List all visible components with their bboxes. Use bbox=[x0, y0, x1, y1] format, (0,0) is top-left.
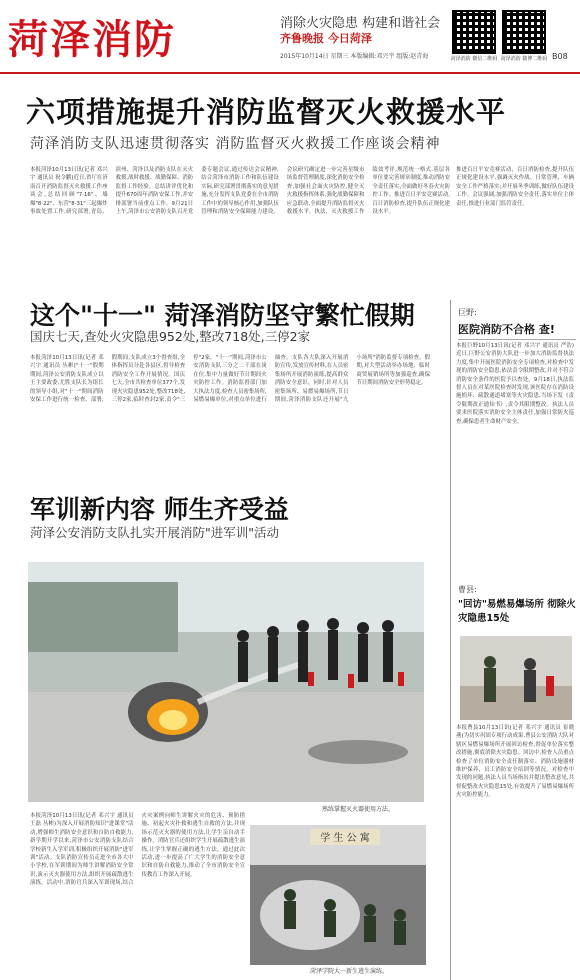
qr-caption-weibo: 菏泽消防 微博二维码 bbox=[500, 56, 548, 62]
article3-headline: 军训新内容 师生齐受益 bbox=[30, 495, 289, 524]
issue-info: 2015年10月14日 星期三 本版编辑:邓兴宇 组版:赵青海 bbox=[280, 53, 429, 60]
sidebar-inspection-photo bbox=[460, 636, 572, 720]
fire-extinguisher-training-photo bbox=[28, 562, 424, 802]
photo-caption: 熟练掌握灭火器使用方法。 bbox=[322, 806, 395, 813]
newspaper-logo: 齐鲁晚报 今日菏泽 bbox=[280, 32, 372, 45]
weibo-qr-code bbox=[502, 10, 546, 54]
dormitory-sign: 学 生 公 寓 bbox=[320, 833, 370, 844]
evacuation-drill-photo bbox=[250, 825, 426, 965]
article3-body bbox=[30, 812, 245, 977]
photo2-caption: 菏泽学院大一新生逃生演练。 bbox=[310, 968, 389, 975]
article1-body bbox=[30, 166, 450, 280]
article2-headline: 这个"十一" 菏泽消防坚守繁忙假期 bbox=[30, 301, 415, 330]
article1-subhead: 菏泽消防支队迅速贯彻落实 消防监督灭火救援工作座谈会精神 bbox=[30, 136, 441, 152]
column-divider bbox=[450, 300, 451, 980]
masthead-slogan: 消除火灾隐患 构建和谐社会 bbox=[280, 16, 441, 31]
qr-caption-wechat: 菏泽消防 微信二维码 bbox=[450, 56, 498, 62]
sidebar-headline-revisit: "回访"易燃易爆场所 彻除火灾隐患15处 bbox=[458, 599, 576, 624]
masthead bbox=[0, 0, 580, 74]
sidebar-top-text: 推进百日平安竞赛活动、百日消防检查,提升队伍正规化建设水平,强调灭火作战、日常管理、车辆安全工作严格落实;并开展冬季训练,做好队伍建设工作。会议强调,加强消防安全责任,落实单位主体责任,推进行业部门监管责任。 bbox=[456, 167, 574, 207]
sidebar-headline-hospital: 医院消防不合格 查! bbox=[458, 321, 576, 340]
article1-headline: 六项措施提升消防监督灭火救援水平 bbox=[26, 95, 507, 129]
sidebar-body-hospital: 本报巨野10月13日讯(记者 邓兴宇 通讯员 严浩)近日,巨野公安消防大队进一步加大消防监督执法力度,集中开展医院消防安全专项检查,对检查中发现的消防安全隐患,依法责令限期整改,并对不符合消防安全条件的医院予以查处。9月18日,执法监督人员在对某医院检查时发现,该医院存在消防设施损坏、疏散通道堵塞等火灾隐患,当场下发《责令限期改正通知书》,责令其限期整改。执法人员要求医院落实消防安全主体责任,加强日常防火巡查,确保患者生命财产安全。 bbox=[456, 343, 574, 425]
sidebar-kicker-caoxian: 曹县: bbox=[458, 585, 477, 594]
article3-text: 本报菏泽10月13日讯(记者 邓兴宇 通讯员 王磊 丛彬)为深入开展消防知识"进课堂"活动,增强师生消防安全意识和自防自救能力,新学期开学以来,菏泽市公安消防支队结合学校新生入学军训,积极组织开展消防"进军训"活动。支队消防宣传员走进全市各大中小学校,在军训期间为师生讲解消防安全常识,演示灭火器使用方法,组织开展疏散逃生演练。活动中,消防官兵深入军训现场,结合火灾案例向师生讲解火灾的危害、预防措施、初起火灾扑救和逃生自救的方法,并现场示范灭火器的使用方法,让学生亲自动手操作。消防官兵还组织学生开展疏散逃生演练,让学生掌握正确的逃生方法。通过此次活动,进一步提高了广大学生的消防安全意识和自防自救能力,推动了全市消防安全宣传教育工作深入开展。 bbox=[30, 813, 245, 887]
wechat-qr-code bbox=[452, 10, 496, 54]
article2-body bbox=[30, 354, 430, 490]
sidebar-kicker-juye: 巨野: bbox=[458, 308, 477, 317]
sidebar-body-revisit: 本报曹县10月13日讯(记者 邓兴宇 通讯员 崔晓燕)为切实巩固专项行动成果,曹县公安消防大队对辖区易燃易爆场所开展回访检查,督促单位落实整改措施,彻底消除火灾隐患。回访中,检查人员重点检查了单位消防安全责任制落实、消防设施器材维护保养、员工消防安全培训等情况。对检查中发现的问题,执法人员当场指出并提出整改意见,共督促整改火灾隐患15处,有效提升了易燃易爆场所火灾防控能力。 bbox=[456, 725, 574, 799]
article2-subhead: 国庆七天,查处火灾隐患952处,整改718处,三停2家 bbox=[30, 329, 311, 344]
article1-text: 本报菏泽10月13日讯(记者 邓兴宇 通讯员 祝令鹏)近日,省厅在济南召开消防监督灭火救援工作座谈会,总结回顾"7·16"、墙爆"8·22"、东营"8·31"三起爆炸事故处置工作,研究部署,青岛、滨州、菏泽以及消防支队在灭火救援,战时救援、战勤保障、消防监督工作经验。总结讲评优化和提升670周年消防安保工作,并安排部署当前重点工作。9月21日上午,菏泽市公安消防支队召开党委专题会议,通过传达会议精神,结合菏泽市消防工作和队伍建设实际,研究部署贯彻落实的意见措施,充分发挥支队党委在全市消防工作中的领导核心作用,加强队伍管理和消防安全保障能力建设。会议研究确定进一步完善星级市场监督管理制度,深化消防安全检查,加强社会面火灾防控,健全灭火救援指挥体系,强化战勤保障和应急联动,全面提升消防监督灭火救援水平。执法、灭火救援工作绩效考评,规范统一格式,基层各单位要完善规章制度,推动消防安全责任落实,全面做好冬春火灾防控工作。推进百日平安竞赛活动,百日消防检查,提升队伍正规化建设水平。 bbox=[30, 167, 450, 216]
masthead-title: 菏泽消防 bbox=[8, 16, 176, 63]
article2-text: 本报菏泽10月13日讯(记者 邓兴宇 通讯员 丛彬)"十一"假期期间,菏泽公安消防支队成立以王主要政委,尤胜支队长为组长的领导小组,对"十一"期间消防安保工作进行统一检查、部署,假期间,支队成立3个督查组,全体指挥员分赴各县区,督导检查消防安全工作开展情况。国庆七天,全市共检查单位377个,发现火灾隐患952处,整改718处,三停2家,临时查封2家,责令"三停"2家。"十一"期间,菏泽市公安消防支队三分之二干部在岗在位,集中力量做好节日期间火灾防控工作。消防监督部门加大执法力度,检查人员密集场所,易燃易爆单位,对重点单位进行抽查。支队各大队深入开展消防宣传,发放宣传材料,在人员密集场所开展消防演练,提高群众消防安全意识。同时,针对人员密集场所、易燃易爆场所,节日期间,菏泽消防支队还开展"九小场所"消防监督专项检查。假期,对大型活动举办场地、临时商贸展销场所等加强巡查,确保节日期间消防安全形势稳定。 bbox=[30, 355, 430, 404]
page-number: B08 bbox=[552, 52, 568, 61]
article3-subhead: 菏泽公安消防支队扎实开展消防"进军训"活动 bbox=[30, 525, 279, 540]
